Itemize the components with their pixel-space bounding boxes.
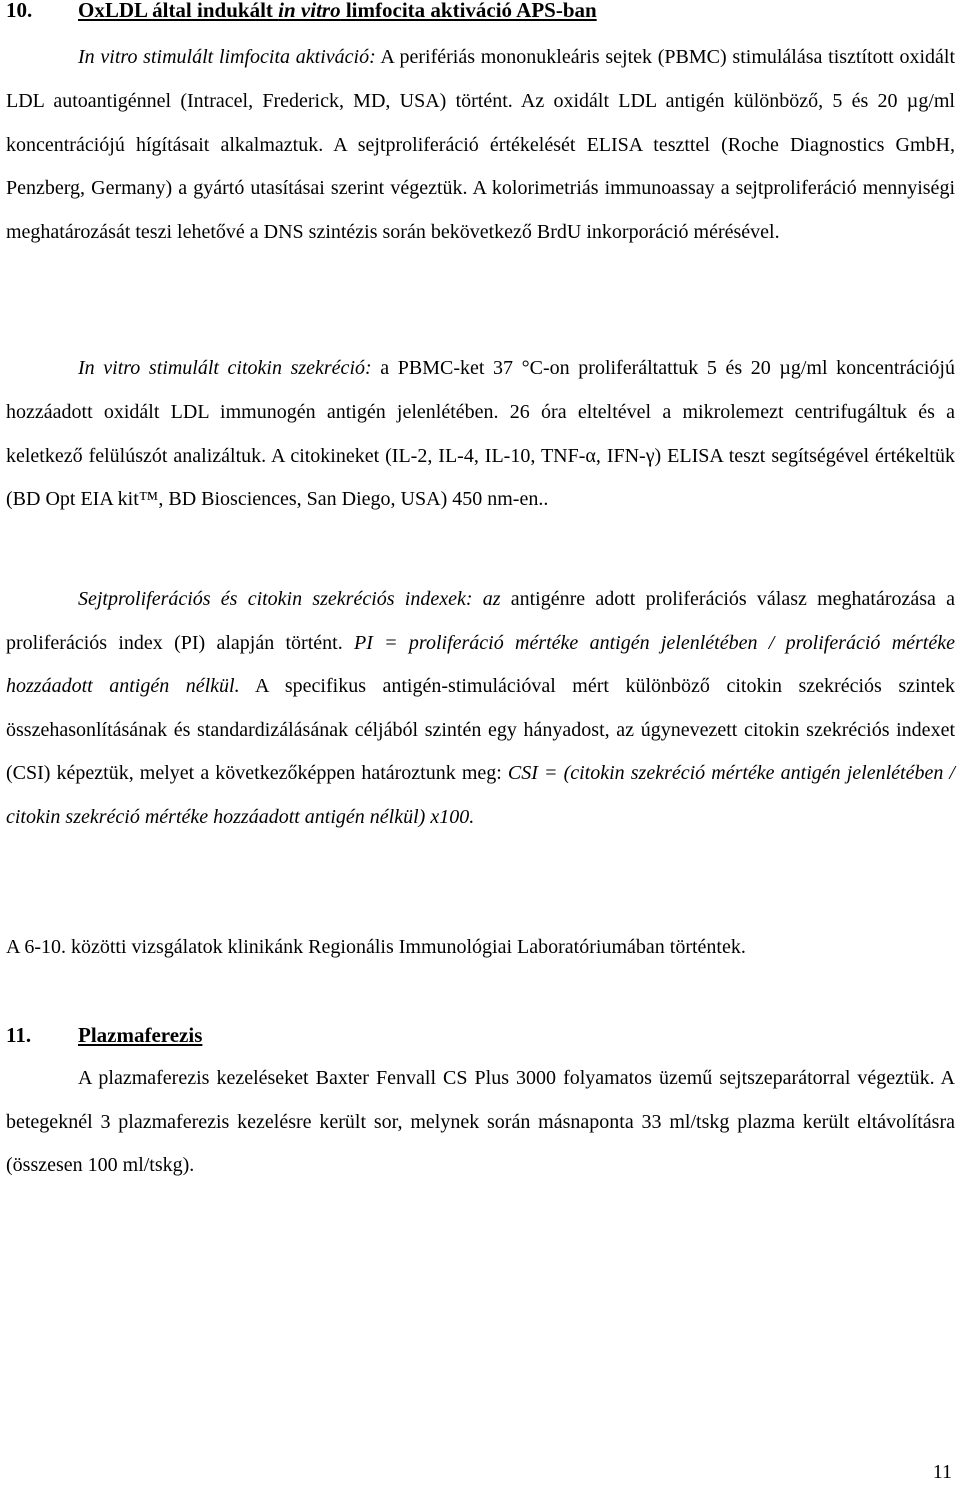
- paragraph-text: a PBMC-ket 37 °C-on proliferáltattuk 5 és 20 µg/ml koncentrációjú hozzáadott oxidált LDL immunogén antigén jelenlétében. 26 óra elteltével a mikrolemezt centrifugáltuk és a keletkező felülúszót analizáltuk. A citokineket (IL-2, IL-4, IL-10, TNF-α, IFN-γ) ELISA teszt segítségével értékeltük (BD Opt EIA kit™, BD Biosciences, San Diego, USA) 450 nm-en..: [6, 357, 955, 511]
- section-number: 11.: [6, 1023, 32, 1047]
- paragraph-indexes: [6, 578, 955, 839]
- paragraph-lead: Sejtproliferációs és citokin szekréciós indexek: az: [78, 588, 501, 610]
- paragraph-cytokine-secretion: [6, 347, 955, 522]
- paragraph-lead: In vitro stimulált citokin szekréció:: [78, 357, 372, 379]
- csi-formula: CSI = (citokin szekréció mértéke antigén jelenlétében / citokin szekréció mértéke hozzáadott antigén nélkül) x100.: [6, 762, 955, 828]
- section-11-heading: [6, 1013, 202, 1057]
- section-10-heading: [6, 0, 597, 26]
- page-number: 11: [932, 1461, 952, 1483]
- section-number: 10.: [6, 0, 33, 22]
- paragraph-text: A plazmaferezis kezeléseket Baxter Fenvall CS Plus 3000 folyamatos üzemű sejtszeparátorral végeztük. A betegeknél 3 plazmaferezis kezelésre került sor, melynek során másnaponta 33 ml/tskg plazma került eltávolításra (összesen 100 ml/tskg).: [6, 1067, 955, 1176]
- paragraph-lymphocyte-activation: [6, 36, 955, 255]
- paragraph-text: A perifériás mononukleáris sejtek (PBMC) stimulálása tisztított oxidált LDL autoantigénnel (Intracel, Frederick, MD, USA) történt. Az oxidált LDL antigén különböző, 5 és 20 µg/ml koncentrációjú hígításait alkalmaztuk. A sejtproliferáció értékelését ELISA teszttel (Roche Diagnostics GmbH, Penzberg, Germany) a gyártó utasításai szerint végeztük. A kolorimetriás immunoassay a sejtproliferáció mennyiségi meghatározását teszi lehetővé a DNS szintézis során bekövetkező BrdU inkorporáció mérésével.: [6, 46, 955, 244]
- section-title: OxLDL által indukált in vitro limfocita aktiváció APS-ban: [78, 0, 597, 22]
- paragraph-plasmapheresis: [6, 1057, 955, 1188]
- paragraph-text: antigénre adott proliferációs válasz meghatározása a proliferációs index (PI) alapján történt.: [6, 588, 956, 654]
- paragraph-text: A specifikus antigén-stimulációval mért különböző citokin szekréciós szintek összehasonlításának és standardizálásának céljából szintén egy hányadost, az úgynevezett citokin szekréciós indexet (CSI) képeztük, melyet a következőképpen határoztunk meg:: [6, 675, 955, 784]
- paragraph-lead: In vitro stimulált limfocita aktiváció:: [78, 46, 376, 68]
- pi-formula: PI = proliferáció mértéke antigén jelenlétében / proliferáció mértéke hozzáadott antigén nélkül.: [6, 631, 955, 697]
- section-title: Plazmaferezis: [78, 1023, 203, 1047]
- paragraph-laboratory-note: [6, 925, 955, 969]
- paragraph-text: A 6-10. közötti vizsgálatok klinikánk Regionális Immunológiai Laboratóriumában történtek.: [6, 936, 746, 958]
